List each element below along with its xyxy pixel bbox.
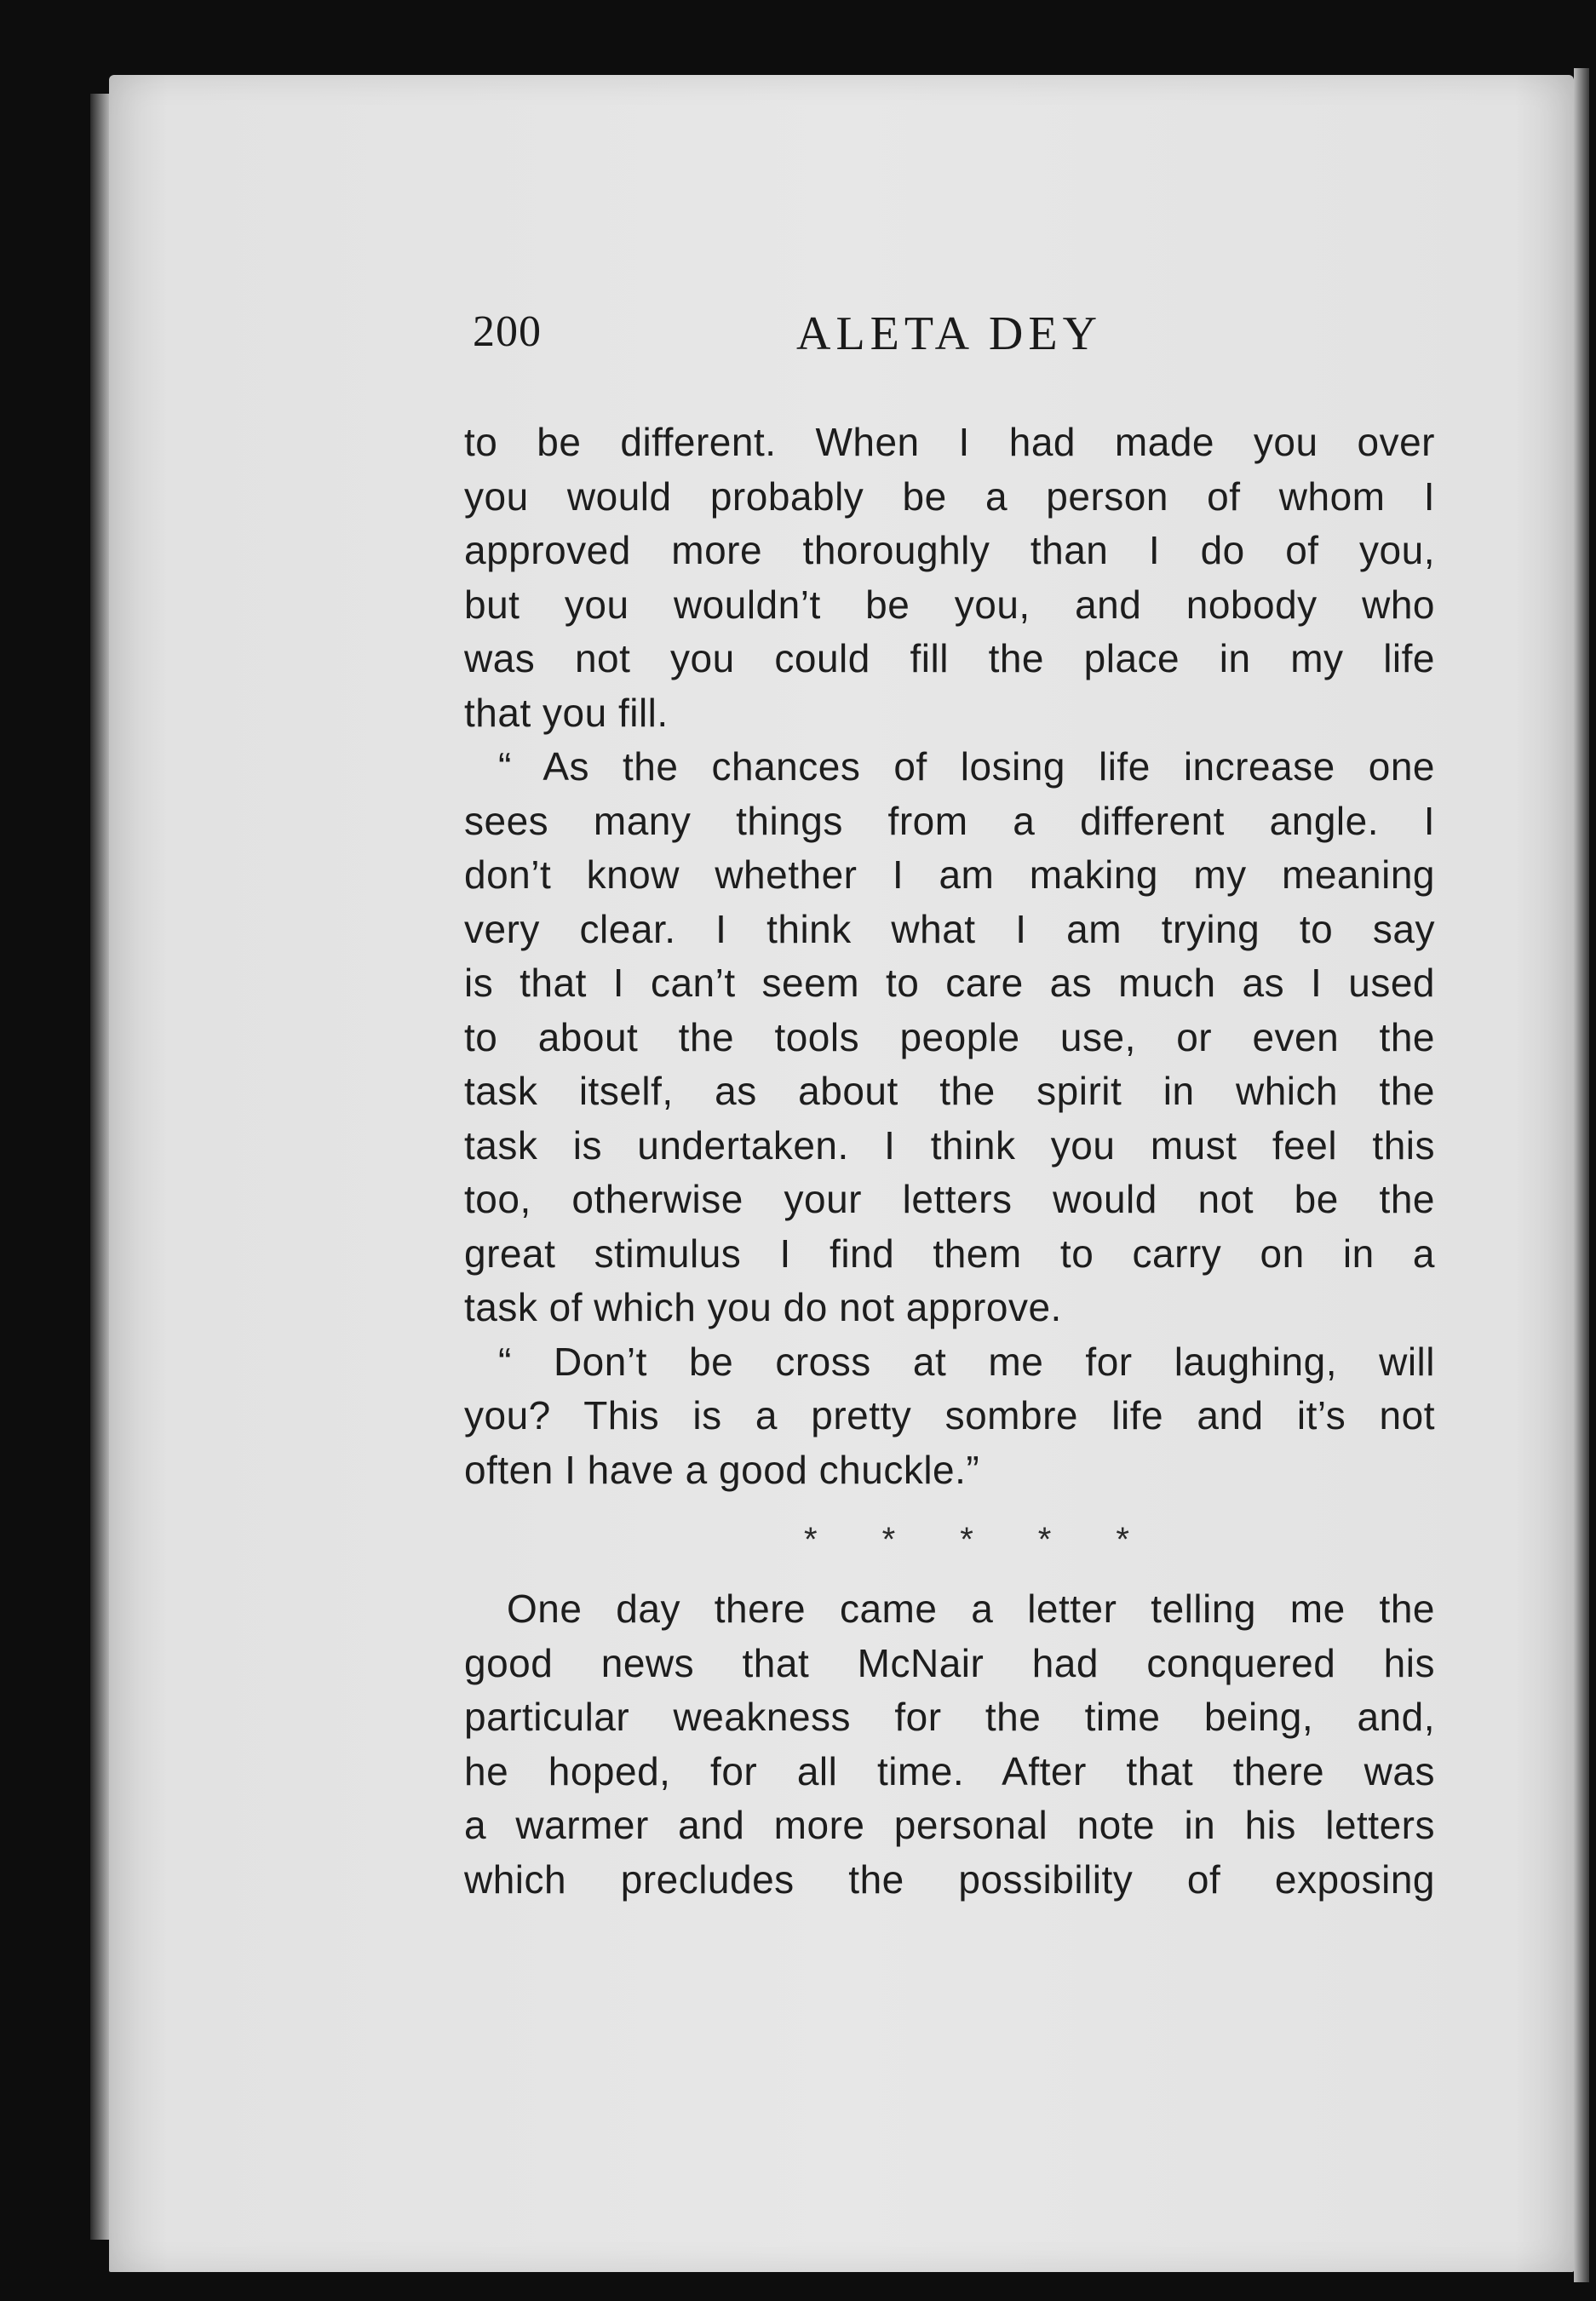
section-break-asterisk: * xyxy=(960,1520,973,1558)
page-right-edge xyxy=(1574,68,1589,2282)
text-line: approved more thoroughly than I do of you, xyxy=(464,528,1435,572)
paragraph-2-continued xyxy=(464,795,1435,1335)
section-break-asterisk: * xyxy=(804,1520,818,1558)
paragraph-2 xyxy=(464,740,1435,795)
paragraph-3-continued xyxy=(464,1389,1435,1497)
text-line: sees many things from a different angle. I xyxy=(464,798,1435,843)
text-line: don’t know whether I am making my meaning xyxy=(464,852,1435,897)
text-line: good news that McNair had conquered his xyxy=(464,1640,1435,1685)
page-number: 200 xyxy=(473,307,542,356)
text-line: task of which you do not approve. xyxy=(464,1285,1062,1329)
text-line: task itself, as about the spirit in which the xyxy=(464,1069,1435,1113)
text-line: is that I can’t seem to care as much as I used xyxy=(464,961,1435,1005)
text-line: you would probably be a person of whom I xyxy=(464,473,1435,519)
paragraph-4-continued xyxy=(464,1637,1435,1908)
text-line: particular weakness for the time being, and, xyxy=(464,1695,1435,1739)
text-line: great stimulus I find them to carry on in a xyxy=(464,1231,1435,1276)
text-line: often I have a good chuckle.” xyxy=(464,1447,980,1492)
section-break xyxy=(464,1497,1435,1582)
section-break-asterisk: * xyxy=(1037,1520,1052,1558)
text-line: that you fill. xyxy=(464,690,669,735)
text-line: too, otherwise your letters would not be the xyxy=(464,1177,1435,1221)
page-header xyxy=(473,307,1431,366)
running-title: ALETA DEY xyxy=(796,307,1103,360)
paragraph-3 xyxy=(464,1335,1435,1390)
text-line: you? This is a pretty sombre life and it’s not xyxy=(464,1393,1435,1437)
text-line: “ As the chances of losing life increase one xyxy=(498,744,1435,789)
text-line: he hoped, for all time. After that there was xyxy=(464,1748,1435,1793)
body-text xyxy=(464,416,1435,1907)
text-line: “ Don’t be cross at me for laughing, will xyxy=(498,1339,1435,1384)
text-line: to about the tools people use, or even the xyxy=(464,1014,1435,1059)
paragraph-4 xyxy=(464,1582,1435,1637)
paragraph-1 xyxy=(464,416,1435,740)
section-break-asterisk: * xyxy=(881,1520,896,1558)
text-line: but you wouldn’t be you, and nobody who xyxy=(464,582,1435,627)
text-line: a warmer and more personal note in his letters xyxy=(464,1803,1435,1847)
section-break-asterisk: * xyxy=(1116,1520,1129,1558)
text-line: very clear. I think what I am trying to say xyxy=(464,906,1435,951)
text-line: One day there came a letter telling me the xyxy=(507,1587,1435,1631)
text-line: was not you could fill the place in my life xyxy=(464,636,1435,680)
text-line: task is undertaken. I think you must feel this xyxy=(464,1122,1435,1168)
text-line: to be different. When I had made you over xyxy=(464,420,1435,464)
text-line: which precludes the possibility of exposing xyxy=(464,1856,1435,1902)
